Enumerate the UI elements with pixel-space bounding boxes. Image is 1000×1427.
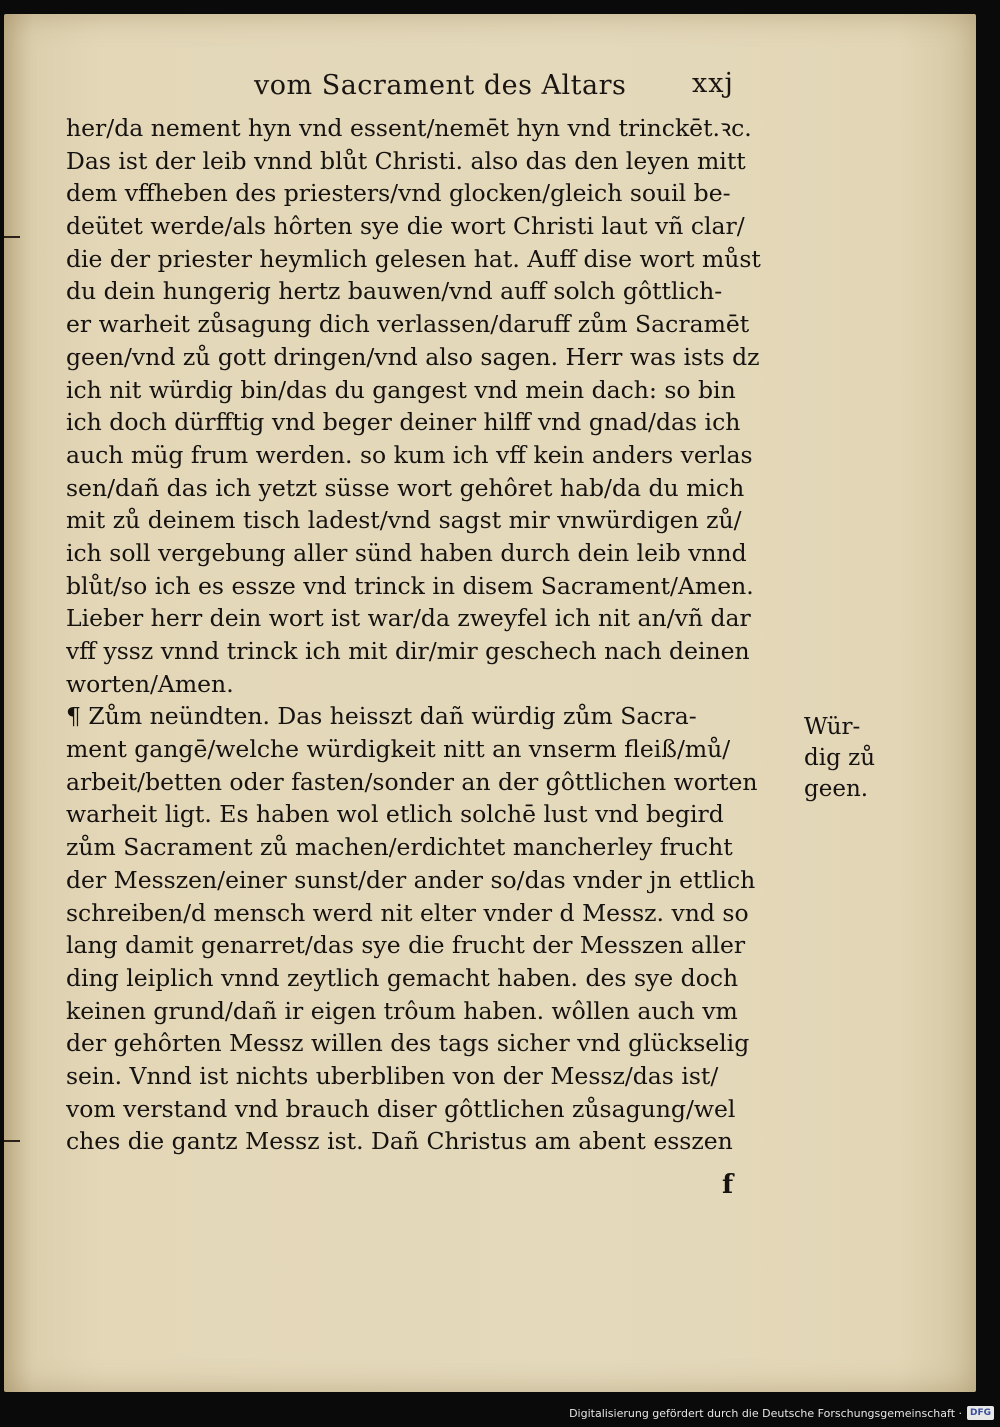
text-line: geen/vnd zů gott dringen/vnd also sagen. Herr was ists dz (66, 342, 760, 371)
text-line: Lieber herr dein wort ist war/da zweyfel ich nit an/vñ dar (66, 604, 751, 633)
text-line: ches die gantz Messz ist. Dañ Christus am abent esszen (66, 1127, 733, 1156)
text-line: sein. Vnnd ist nichts uberbliben von der Messz/das ist/ (66, 1061, 719, 1090)
text-line: mit zů deinem tisch ladest/vnd sagst mir vnwürdigen zů/ (66, 506, 742, 535)
text-line: ich soll vergebung aller sünd haben durch dein leib vnnd (66, 538, 747, 567)
text-line: arbeit/betten oder fasten/sonder an der gôttlichen worten (66, 767, 758, 796)
running-head: vom Sacrament des Altars (254, 70, 627, 101)
text-line: der Messzen/einer sunst/der ander so/das vnder jn ettlich (66, 865, 756, 894)
margin-note-line: dig zů (804, 745, 876, 771)
book-page (4, 14, 976, 1392)
text-line: ment gangē/welche würdigkeit nitt an vnserm fleiß/mů/ (66, 735, 731, 764)
text-line: deütet werde/als hôrten sye die wort Christi laut vñ clar/ (66, 212, 745, 241)
margin-note-line: geen. (804, 776, 869, 802)
gutter-mark (4, 1140, 20, 1142)
text-line: der gehôrten Messz willen des tags sicher vnd glückselig (66, 1029, 750, 1058)
digitization-credit: Digitalisierung gefördert durch die Deutsche Forschungsgemeinschaft · (569, 1407, 962, 1420)
text-line: vff yssz vnnd trinck ich mit dir/mir geschech nach deinen (66, 637, 750, 665)
text-line: ich nit würdig bin/das du gangest vnd mein dach: so bin (66, 375, 736, 404)
body-text (66, 112, 806, 1158)
text-line: die der priester heymlich gelesen hat. Auff dise wort můst (66, 244, 761, 273)
margin-note (804, 712, 875, 805)
text-line: blůt/so ich es essze vnd trinck in disem Sacrament/Amen. (66, 571, 754, 600)
text-line: ich doch dürfftig vnd beger deiner hilff vnd gnad/das ich (66, 408, 741, 437)
text-line: ding leiplich vnnd zeytlich gemacht haben. des sye doch (66, 963, 739, 992)
folio-number: xxj (692, 68, 734, 99)
dfg-logo: DFG (967, 1406, 994, 1420)
margin-note-line: Wür- (804, 714, 861, 740)
signature-mark: f (722, 1170, 734, 1200)
text-line: auch müg frum werden. so kum ich vff kein anders verlas (66, 440, 753, 469)
text-line: ¶ Zům neündten. Das heisszt dañ würdig zům Sacra- (66, 702, 697, 731)
text-line: schreiben/d mensch werd nit elter vnder d Messz. vnd so (66, 898, 749, 927)
text-line: du dein hungerig hertz bauwen/vnd auff solch gôttlich- (66, 277, 723, 306)
text-line: keinen grund/dañ ir eigen trôum haben. wôllen auch vm (66, 996, 738, 1025)
text-line: Das ist der leib vnnd blůt Christi. also das den leyen mitt (66, 146, 746, 175)
text-line: worten/Amen. (66, 669, 234, 698)
text-line: er warheit zůsagung dich verlassen/daruff zům Sacramēt (66, 310, 750, 339)
text-line: warheit ligt. Es haben wol etlich solchē lust vnd begird (66, 800, 724, 829)
text-line: lang damit genarret/das sye die frucht der Messzen aller (66, 931, 746, 960)
text-line: vom verstand vnd brauch diser gôttlichen zůsagung/wel (66, 1094, 736, 1123)
gutter-mark (4, 236, 20, 238)
text-line: zům Sacrament zů machen/erdichtet mancherley frucht (66, 833, 733, 862)
page-header (4, 64, 976, 104)
text-line: dem vffheben des priesters/vnd glocken/gleich souil be- (66, 179, 731, 208)
text-line: her/da nement hyn vnd essent/nemēt hyn vnd trinckēt.ꝛc. (66, 114, 752, 142)
text-line: sen/dañ das ich yetzt süsse wort gehôret hab/da du mich (66, 473, 745, 502)
